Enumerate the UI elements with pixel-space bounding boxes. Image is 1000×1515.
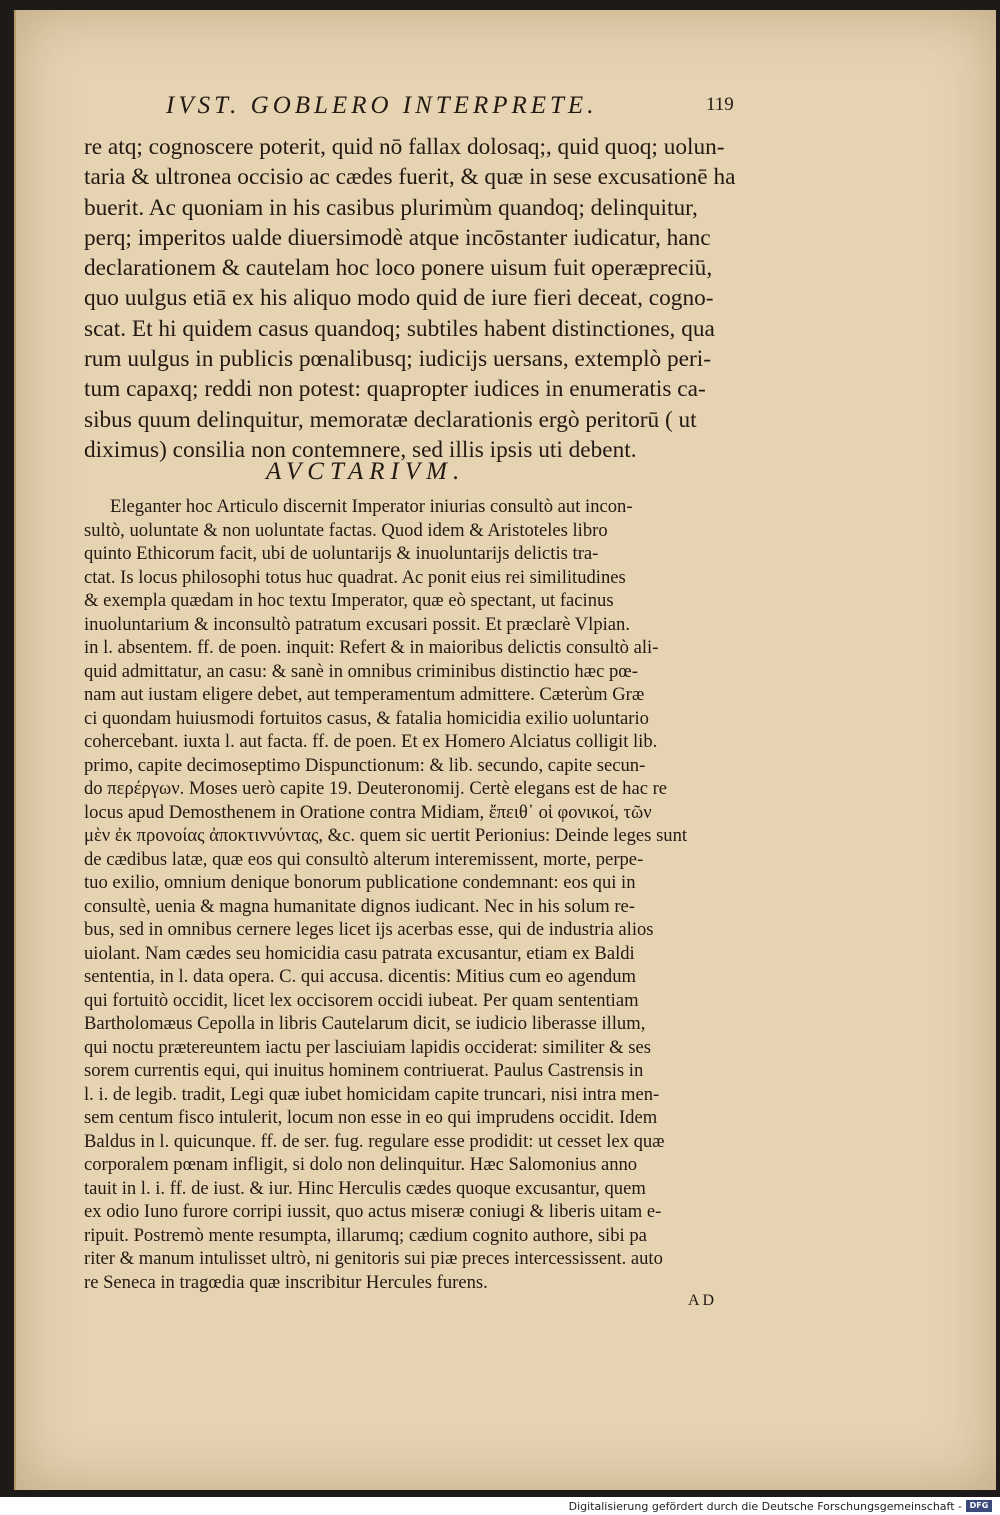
commentary-line: quinto Ethicorum facit, ubi de uoluntarijs & inuoluntarijs delictis tra-	[84, 543, 599, 564]
commentary-line: qui noctu prætereuntem iactu per lasciuiam lapidis occiderat: similiter & ses	[84, 1036, 651, 1058]
commentary-line: inuoluntarium & inconsultò patratum excusari possit. Et præclarè Vlpian.	[84, 613, 631, 635]
commentary-line: in l. absentem. ff. de poen. inquit: Refert & in maioribus delictis consultò ali-	[84, 637, 659, 658]
running-head: IVST. GOBLERO INTERPRETE.	[166, 92, 598, 119]
commentary-line: ctat. Is locus philosophi totus huc quadrat. Ac ponit eius rei similitudines	[84, 566, 626, 588]
book-page	[14, 10, 996, 1490]
section-heading: AVCTARIVM.	[266, 458, 466, 485]
commentary-block	[84, 495, 744, 1294]
text-line: sibus quum delinquitur, memoratæ declarationis ergò peritorū ( ut	[84, 406, 697, 433]
text-line: declarationem & cautelam hoc loco ponere uisum fuit operæpreciū,	[84, 255, 713, 282]
commentary-line: de cædibus latæ, quæ eos qui consultò alterum interemissent, morte, perpe-	[84, 848, 644, 870]
commentary-line: qui fortuitò occidit, licet lex occisorem occidi iubeat. Per quam sententiam	[84, 989, 639, 1011]
commentary-line: ci quondam huiusmodi fortuitos casus, & fatalia homicidia exilio uoluntario	[84, 707, 649, 729]
text-line: buerit. Ac quoniam in his casibus plurimùm quandoq; delinquitur,	[84, 194, 698, 221]
commentary-line: locus apud Demosthenem in Oratione contra Midiam, ἔπειθ᾽ οἱ φονικοί, τῶν	[84, 801, 652, 823]
commentary-line: corporalem pœnam infligit, si dolo non delinquitur. Hæc Salomonius anno	[84, 1154, 638, 1175]
text-line: scat. Et hi quidem casus quandoq; subtiles habent distinctiones, qua	[84, 315, 715, 342]
commentary-line: quid admittatur, an casu: & sanè in omnibus criminibus distinctio hæc pœ-	[84, 660, 638, 682]
commentary-line: & exempla quædam in hoc textu Imperator, quæ eò spectant, ut facinus	[84, 590, 614, 611]
commentary-line: sententia, in l. data opera. C. qui accusa. dicentis: Mitius cum eo agendum	[84, 966, 636, 987]
text-line: rum uulgus in publicis pœnalibusq; iudicijs uersans, extemplò peri-	[84, 346, 711, 373]
commentary-line: riter & manum intulisset ultrò, ni genitoris sui piæ preces intercessissent. auto	[84, 1248, 663, 1269]
text-line: perq; imperitos ualde diuersimodè atque incōstanter iudicatur, hanc	[84, 224, 711, 251]
commentary-line: do περέργων. Moses uerò capite 19. Deuteronomij. Certè elegans est de hac re	[84, 778, 668, 799]
commentary-line: Baldus in l. quicunque. ff. de ser. fug. regulare esse prodidit: ut cesset lex quæ	[84, 1130, 665, 1152]
catchword: AD	[688, 1292, 718, 1309]
commentary-line: ex odio Iuno furore corripi iussit, quo actus miseræ coniugi & liberis uitam e-	[84, 1201, 662, 1222]
commentary-line: primo, capite decimoseptimo Dispunctionum: & lib. secundo, capite secun-	[84, 754, 646, 776]
text-line: diximus) consilia non contemnere, sed illis ipsis uti debent.	[84, 436, 637, 463]
commentary-line: cohercebant. iuxta l. aut facta. ff. de poen. Et ex Homero Alciatus colligit lib.	[84, 731, 658, 752]
dfg-logo-icon: DFG	[966, 1500, 992, 1512]
commentary-line: sultò, uoluntate & non uoluntate factas. Quod idem & Aristoteles libro	[84, 519, 608, 541]
commentary-line: ripuit. Postremò mente resumpta, illarumq; cædium cognito authore, sibi pa	[84, 1224, 647, 1246]
commentary-line: sorem currentis equi, qui inuitus hominem contriuerat. Paulus Castrensis in	[84, 1060, 644, 1081]
commentary-line: nam aut iustam eligere debet, aut temperamentum admittere. Cæterùm Græ	[84, 684, 645, 705]
commentary-line: l. i. de legib. tradit, Legi quæ iubet homicidam capite truncari, nisi intra men-	[84, 1083, 660, 1105]
commentary-line: bus, sed in omnibus cernere leges licet ijs acerbas esse, qui de industria alios	[84, 919, 654, 940]
funding-notice: Digitalisierung gefördert durch die Deutsche Forschungsgemeinschaft -	[568, 1500, 962, 1513]
folio-number: 119	[706, 94, 734, 115]
text-line: quo uulgus etiā ex his aliquo modo quid de iure fieri deceat, cogno-	[84, 285, 714, 312]
commentary-line: consultè, uenia & magna humanitate dignos iudicant. Nec in his solum re-	[84, 895, 635, 917]
commentary-line: Eleganter hoc Articulo discernit Imperator iniurias consultò aut incon-	[110, 496, 633, 517]
main-text-block	[84, 132, 734, 465]
commentary-line: sem centum fisco intulerit, locum non esse in eo qui imprudens occidit. Idem	[84, 1107, 658, 1128]
text-line: taria & ultronea occisio ac cædes fuerit, & quæ in sese excusationē ha	[84, 164, 736, 191]
commentary-line: Bartholomæus Cepolla in libris Cautelarum dicit, se iudicio liberasse illum,	[84, 1013, 646, 1034]
text-line: re atq; cognoscere poterit, quid nō fallax dolosaq;, quid quoq; uolun-	[84, 134, 725, 160]
commentary-line: uiolant. Nam cædes seu homicidia casu patrata excusantur, etiam ex Baldi	[84, 942, 635, 964]
text-line: tum capaxq; reddi non potest: quapropter iudices in enumeratis ca-	[84, 376, 706, 403]
commentary-line: tauit in l. i. ff. de iust. & iur. Hinc Herculis cædes quoque excusantur, quem	[84, 1177, 646, 1199]
commentary-line: μὲν ἐκ προνοίας ἀποκτιννύντας, &c. quem sic uertit Perionius: Deinde leges sunt	[84, 825, 688, 846]
commentary-line: tuo exilio, omnium denique bonorum publicatione condemnant: eos qui in	[84, 872, 636, 893]
commentary-line: re Seneca in tragœdia quæ inscribitur Hercules furens.	[84, 1271, 488, 1293]
